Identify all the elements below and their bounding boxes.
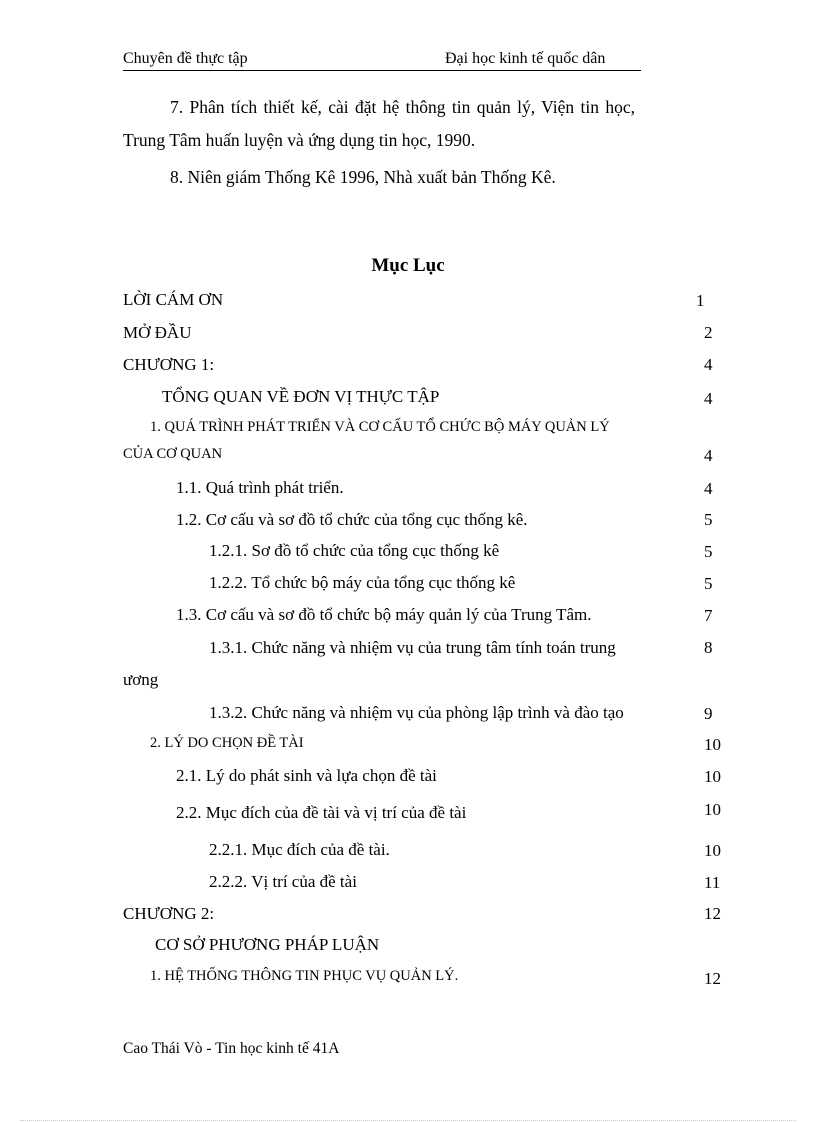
toc-entry-text: 2.1. Lý do phát sinh và lựa chọn đề tài: [176, 766, 437, 785]
toc-entry-page: 12: [704, 904, 721, 923]
toc-entry-text: 1.2. Cơ cấu và sơ đồ tổ chức của tổng cục thống kê.: [176, 510, 528, 529]
toc-entry-text: 2. LÝ DO CHỌN ĐỀ TÀI: [150, 735, 304, 751]
toc-entry-page: 5: [704, 510, 713, 529]
toc-entry-text-cont: ương: [123, 670, 159, 689]
toc-entry-text: LỜI CÁM ƠN: [123, 290, 224, 309]
toc-entry-page: 10: [704, 735, 721, 754]
toc-entry-page: 4: [704, 355, 713, 374]
toc-entry-page: 7: [704, 606, 713, 625]
toc-entry-page: 4: [704, 389, 713, 408]
toc-entry-text: 1. HỆ THỐNG THÔNG TIN PHỤC VỤ QUẢN LÝ.: [150, 968, 459, 984]
toc-entry-page: 4: [704, 446, 713, 465]
page-header: [123, 50, 641, 71]
toc-entry-page: 1: [696, 291, 705, 310]
toc-entry-text: CƠ SỞ PHƯƠNG PHÁP LUẬN: [155, 935, 380, 954]
toc-entry-page: 4: [704, 479, 713, 498]
toc-entry-text: 1.1. Quá trình phát triển.: [176, 478, 344, 497]
toc-entry-page: 10: [704, 800, 721, 819]
toc-entry-text: 2.2.1. Mục đích của đề tài.: [209, 840, 390, 859]
toc-entry-text: 1.2.1. Sơ đồ tổ chức của tổng cục thống kê: [209, 541, 500, 560]
toc-entry-text: CHƯƠNG 1:: [123, 355, 215, 374]
toc-entry-text: 2.2.2. Vị trí của đề tài: [209, 872, 357, 891]
toc-entry-page: 8: [704, 638, 713, 657]
reference-7-line2: Trung Tâm huấn luyện và ứng dụng tin học, 1990.: [123, 130, 476, 150]
toc-entry-text: 1.3. Cơ cấu và sơ đồ tổ chức bộ máy quản lý của Trung Tâm.: [176, 605, 592, 624]
toc-entry-page: 9: [704, 704, 713, 723]
page-footer: Cao Thái Vò - Tin học kinh tế 41A: [123, 1040, 340, 1057]
toc-entry-text: TỔNG QUAN VỀ ĐƠN VỊ THỰC TẬP: [162, 387, 440, 406]
reference-7-line1: 7. Phân tích thiết kế, cài đặt hệ thông tin quản lý, Viện tin học,: [170, 97, 636, 117]
toc-entry-text: 2.2. Mục đích của đề tài và vị trí của đề tài: [176, 803, 467, 822]
toc-entry-text: 1.3.2. Chức năng và nhiệm vụ của phòng lập trình và đào tạo: [209, 703, 624, 722]
toc-entry-page: 2: [704, 323, 713, 342]
toc-title: Mục Lục: [371, 255, 445, 276]
toc-entry-text-cont: CỦA CƠ QUAN: [123, 446, 223, 462]
header-left: Chuyên đề thực tập: [123, 50, 248, 67]
toc-entry-text: MỞ ĐẦU: [123, 323, 192, 342]
page-boundary-divider: [20, 1120, 796, 1121]
toc-entry-text: 1.2.2. Tổ chức bộ máy của tổng cục thống kê: [209, 573, 516, 592]
toc-entry-text: 1.3.1. Chức năng và nhiệm vụ của trung tâm tính toán trung: [209, 638, 616, 657]
header-right: Đại học kinh tế quốc dân: [445, 50, 606, 67]
reference-8: 8. Niên giám Thống Kê 1996, Nhà xuất bản Thống Kê.: [170, 167, 556, 187]
toc-entry-text: 1. QUÁ TRÌNH PHÁT TRIỂN VÀ CƠ CẤU TỔ CHỨC BỘ MÁY QUẢN LÝ: [150, 419, 610, 435]
toc-entry-page: 5: [704, 574, 713, 593]
toc-entry-page: 10: [704, 767, 721, 786]
toc-entry-page: 11: [704, 873, 721, 892]
toc-entry-page: 10: [704, 841, 721, 860]
toc-entry-page: 5: [704, 542, 713, 561]
toc-entry-page: 12: [704, 969, 721, 988]
toc-entry-text: CHƯƠNG 2:: [123, 904, 215, 923]
